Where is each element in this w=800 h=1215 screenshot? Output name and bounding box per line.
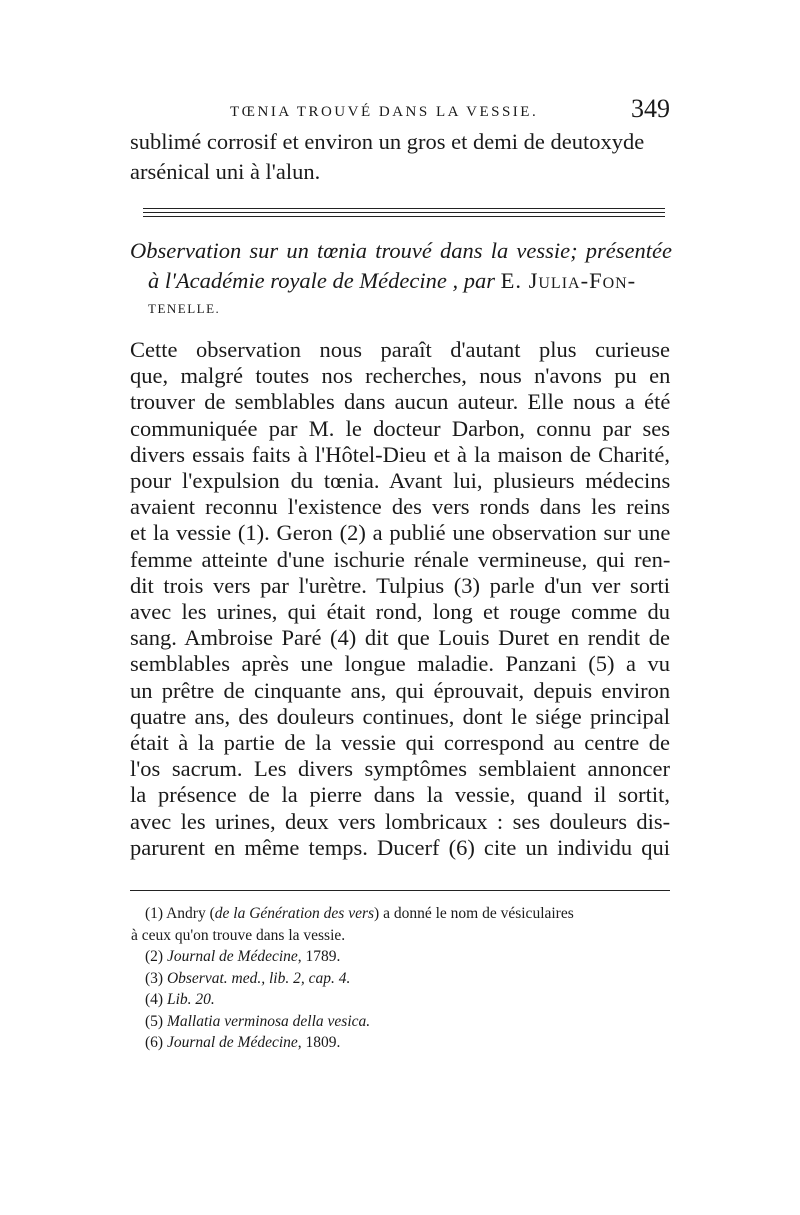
section-rule-middle — [143, 212, 665, 213]
section-rule-bottom — [143, 216, 665, 217]
article-title — [130, 236, 672, 320]
body-line: que, malgré toutes nos recherches, nous n'avons pu en — [130, 363, 671, 389]
footnote-5 — [145, 1011, 675, 1033]
footnotes — [131, 903, 675, 1054]
body-line: avec les urines, qui était rond, long et rouge comme du — [130, 599, 670, 625]
previous-line-1: sublimé corrosif et environ un gros et demi de deutoxyde — [130, 129, 645, 154]
footnote-text: , 1789. — [297, 948, 341, 965]
body-line: l'os sacrum. Les divers symptômes semblaient annoncer — [130, 756, 670, 782]
footnote-number: (6) — [145, 1034, 164, 1051]
footnote-1 — [145, 903, 675, 925]
previous-line-2: arsénical uni à l'alun. — [130, 159, 321, 184]
footnote-number: (4) — [145, 991, 164, 1008]
body-line: quatre ans, des douleurs continues, dont le siége principal — [130, 703, 670, 729]
footnote-italic: Journal de Médecine — [166, 948, 298, 965]
body-line: avaient reconnu l'existence des vers ronds dans les reins — [130, 494, 670, 520]
body-line: Cette observation nous paraît d'autant plus curieuse — [130, 337, 670, 362]
footnote-1-continued — [131, 925, 675, 947]
body-line: trouver de semblables dans aucun auteur. Elle nous a été — [130, 389, 671, 415]
article-body — [130, 337, 670, 861]
footnote-text: ) a donné le nom de vésiculaires — [374, 905, 574, 922]
body-line: et la vessie (1). Geron (2) a publié une observation sur une — [130, 520, 671, 546]
footnote-italic: Observat. med., lib. 2, cap. 4. — [166, 969, 351, 987]
title-line-1: Observation sur un tœnia trouvé dans la vessie; présentée — [130, 238, 672, 263]
body-line: était à la partie de la vessie qui correspond au centre de — [130, 730, 670, 756]
footnote-italic: Mallatia verminosa della vesica. — [166, 1012, 371, 1030]
footnote-italic: de la Génération des vers — [214, 905, 375, 922]
footnote-number: (1) — [145, 905, 164, 922]
body-line: parurent en même temps. Ducerf (6) cite un individu qui — [130, 834, 670, 860]
footnote-italic: Journal de Médecine — [166, 1034, 298, 1051]
body-line: divers essais faits à l'Hôtel-Dieu et à la maison de Charité, — [130, 441, 670, 467]
body-line: femme atteinte d'une ischurie rénale vermineuse, qui ren- — [130, 546, 671, 572]
footnote-text: , 1809. — [297, 1034, 341, 1051]
footnote-2 — [145, 946, 675, 968]
author-name: E. Julia-Fon- — [500, 268, 637, 293]
body-line: la présence de la pierre dans la vessie, quand il sortit, — [130, 782, 670, 808]
page-number: 349 — [631, 94, 670, 123]
footnote-number: (3) — [145, 969, 164, 987]
body-line: semblables après une longue maladie. Panzani (5) a vu — [130, 651, 670, 677]
footnote-number: (5) — [145, 1012, 164, 1030]
body-line: pour l'expulsion du tœnia. Avant lui, plusieurs médecins — [130, 468, 671, 494]
previous-article-ending — [130, 127, 670, 187]
footnote-text: à ceux qu'on trouve dans la vessie. — [131, 926, 346, 944]
footnote-text: Andry ( — [166, 905, 215, 922]
footnote-3 — [145, 968, 675, 990]
footnote-6 — [145, 1032, 675, 1054]
body-line: sang. Ambroise Paré (4) dit que Louis Duret en rendit de — [130, 625, 670, 651]
footnote-italic: Lib. 20. — [166, 991, 215, 1008]
body-line: un prêtre de cinquante ans, qui éprouvait, depuis environ — [130, 677, 671, 703]
running-title: TŒNIA TROUVÉ DANS LA VESSIE. — [230, 104, 539, 120]
title-line-3: TENELLE. — [148, 301, 221, 316]
body-line: dit trois vers par l'urètre. Tulpius (3) parle d'un ver sorti — [130, 572, 670, 598]
page-header — [130, 94, 670, 126]
footnote-rule — [130, 890, 670, 891]
title-line-2 — [130, 266, 672, 296]
title-line-2-text: à l'Académie royale de Médecine , par — [148, 268, 501, 293]
section-rule-top — [143, 208, 665, 209]
body-line: communiquée par M. le docteur Darbon, connu par ses — [130, 415, 670, 441]
body-line: avec les urines, deux vers lombricaux : ses douleurs dis- — [130, 808, 671, 834]
footnote-number: (2) — [145, 948, 164, 965]
footnote-4 — [145, 989, 675, 1011]
